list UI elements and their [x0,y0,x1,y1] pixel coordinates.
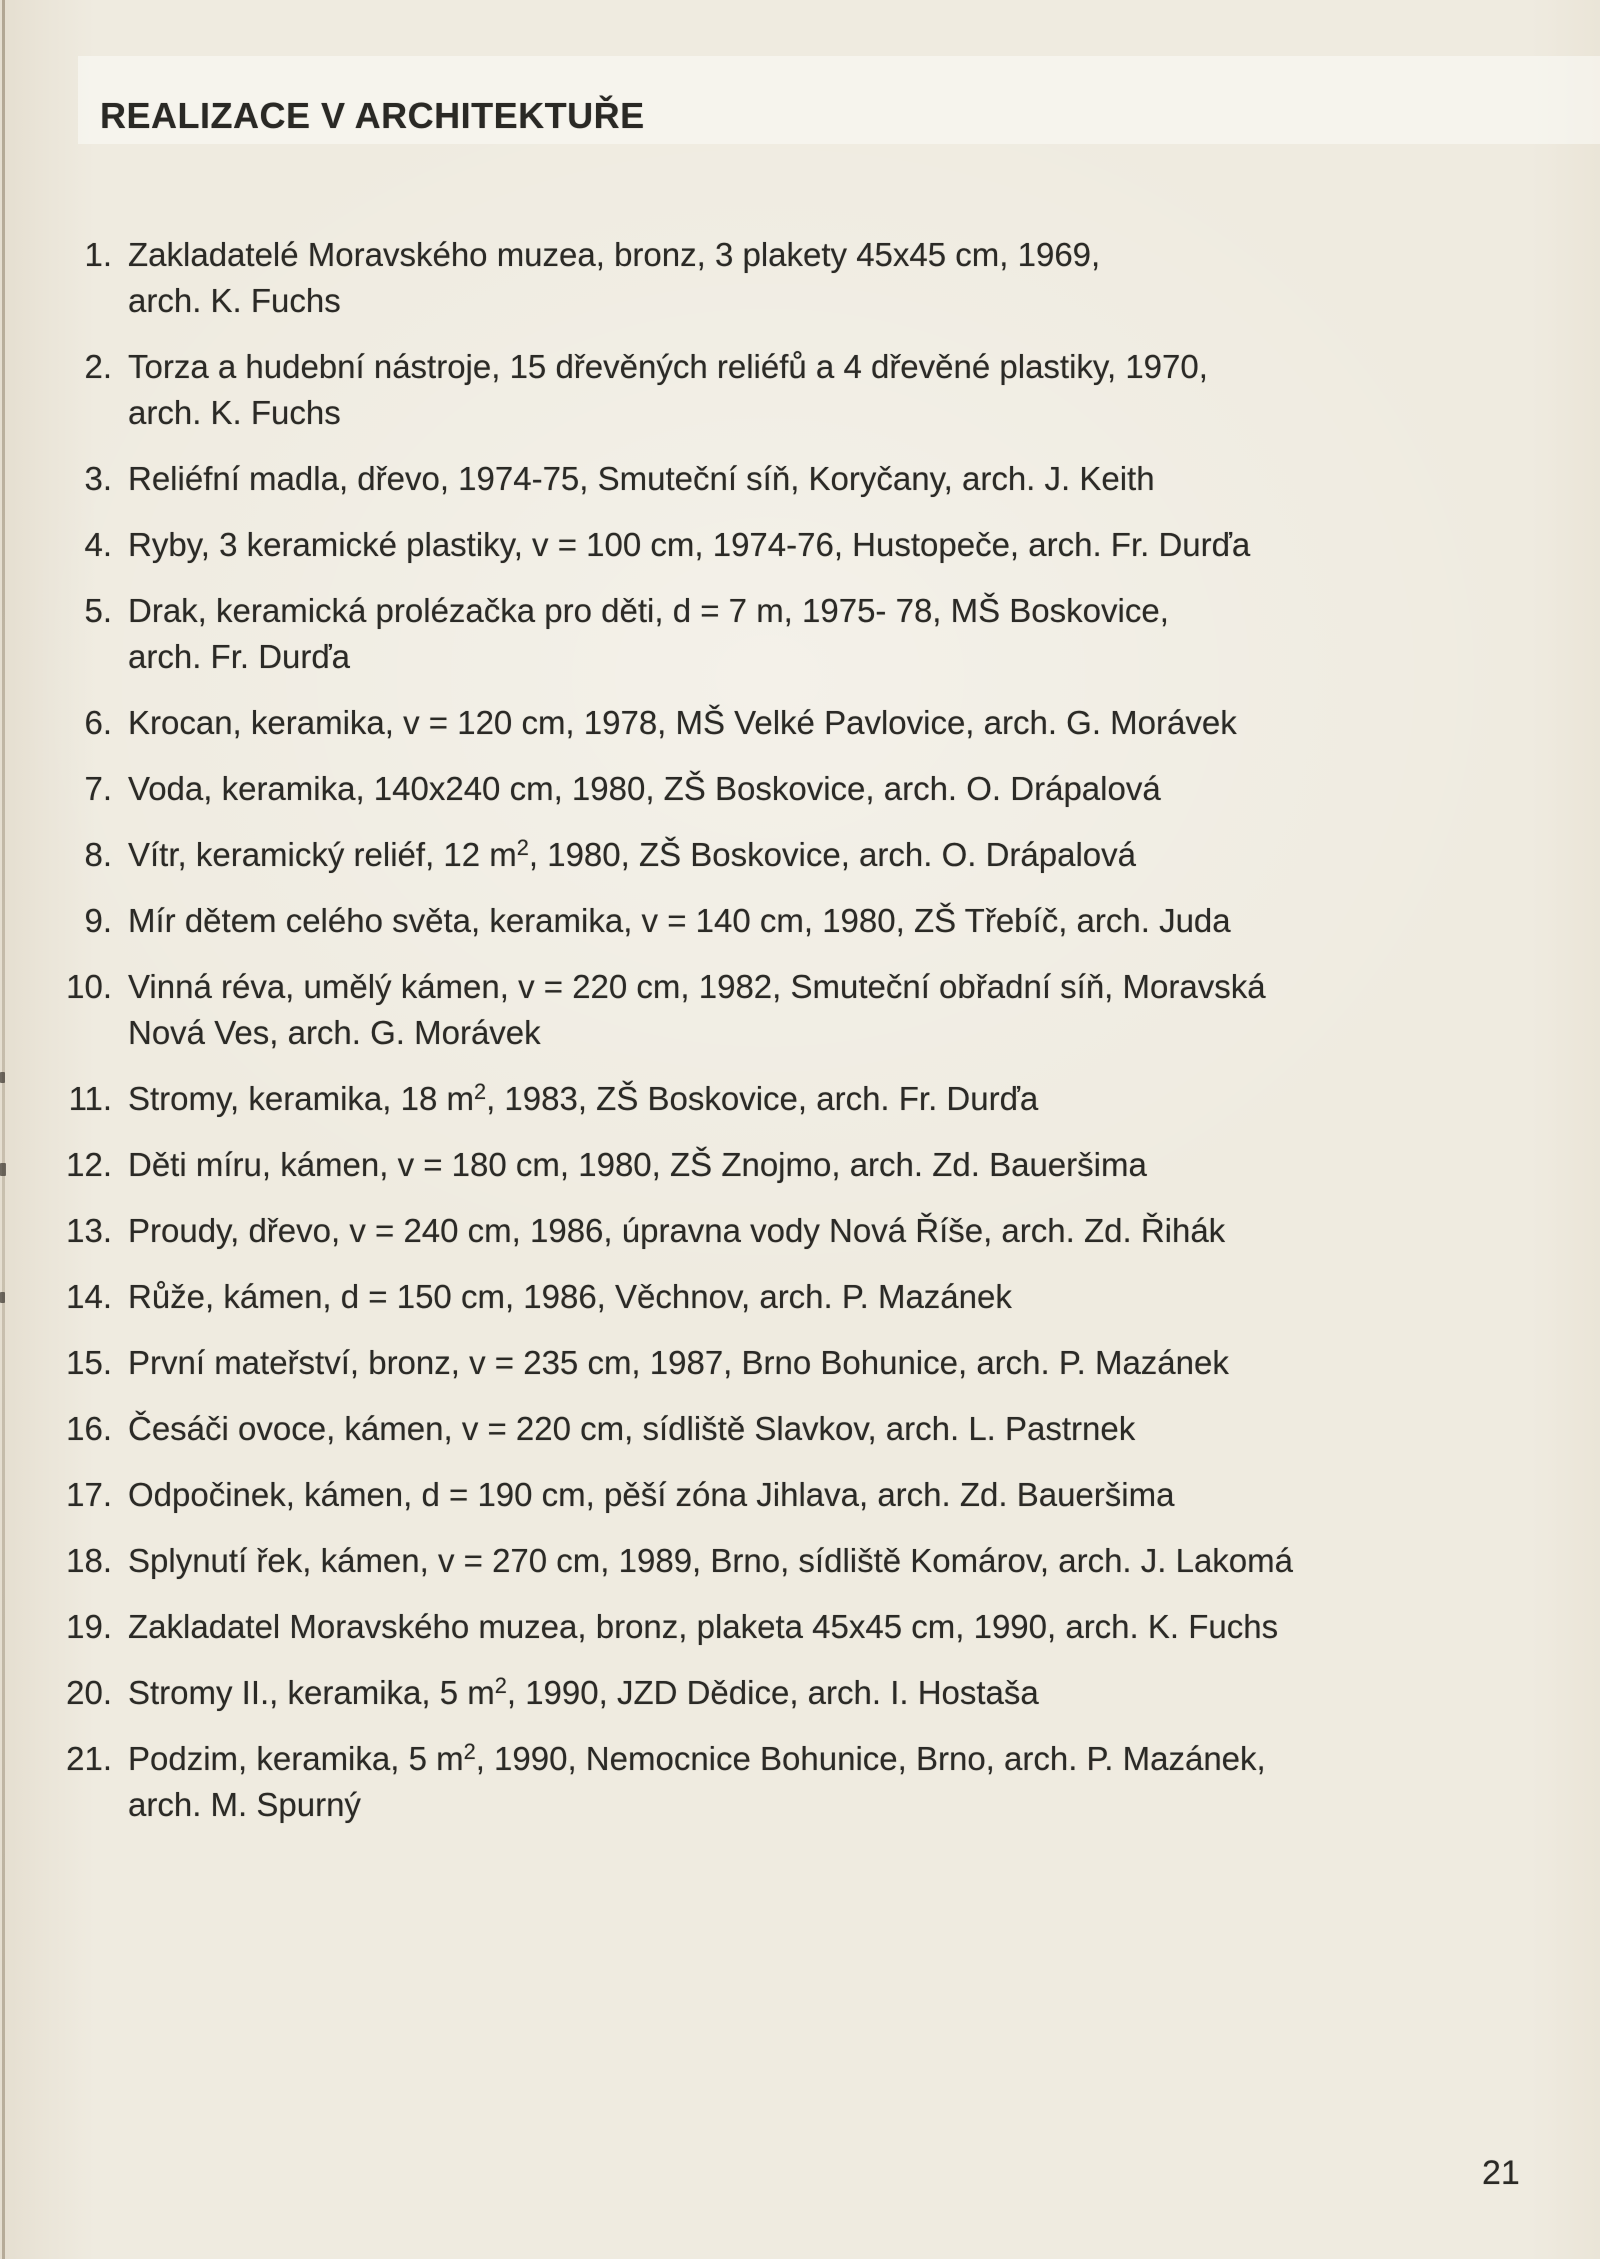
superscript: 2 [473,1079,487,1105]
list-item [60,1340,1560,1386]
item-line: Odpočinek, kámen, d = 190 cm, pěší zóna Jihlava, arch. Zd. Baueršima [128,1476,1175,1513]
list-item [60,1208,1560,1254]
list-item [60,1538,1560,1584]
item-line: Ryby, 3 keramické plastiky, v = 100 cm, 1974-76, Hustopeče, arch. Fr. Durďa [128,526,1251,563]
item-line: arch. Fr. Durďa [128,638,351,675]
item-line: Stromy, keramika, 18 $m^2$, 1983, ZŠ Boskovice, arch. Fr. Durďa [128,1079,1039,1117]
item-text [128,1142,1147,1188]
list-item [60,344,1560,436]
item-text [128,832,1136,878]
list-item [60,964,1560,1056]
item-text [128,700,1237,746]
list-item [60,1076,1560,1122]
list-item [60,898,1560,944]
item-line: Děti míru, kámen, v = 180 cm, 1980, ZŠ Znojmo, arch. Zd. Baueršima [128,1146,1147,1183]
item-text [128,1208,1225,1254]
item-number: 1. [84,236,112,273]
item-line: arch. K. Fuchs [128,282,341,319]
item-number: 15. [66,1344,112,1381]
list-item [60,1736,1560,1828]
item-number: 5. [84,592,112,629]
superscript: 2 [463,1739,476,1765]
item-line: Vinná réva, umělý kámen, v = 220 cm, 1982, Smuteční obřadní síň, Moravská [128,968,1266,1005]
item-number: 13. [66,1212,112,1249]
list-item [60,766,1560,812]
item-line: Drak, keramická prolézačka pro děti, d = 7 m, 1975- 78, MŠ Boskovice, [128,592,1169,629]
item-text [128,522,1250,568]
item-text [128,766,1161,812]
item-line: Mír dětem celého světa, keramika, v = 140 cm, 1980, ZŠ Třebíč, arch. Juda [128,902,1231,939]
item-number: 2. [84,348,112,385]
item-text [128,1670,1039,1716]
item-line: Stromy II., keramika, 5 $m^2$, 1990, JZD Dědice, arch. I. Hostaša [128,1673,1039,1711]
scan-speck [0,1072,5,1083]
list-item [60,522,1560,568]
page-title: REALIZACE V ARCHITEKTUŘE [100,95,645,136]
list-item [60,700,1560,746]
item-number: 7. [84,770,112,807]
superscript: 2 [494,1673,507,1699]
item-text [128,1340,1229,1386]
item-line: Torza a hudební nástroje, 15 dřevěných reliéfů a 4 dřevěné plastiky, 1970, [128,348,1208,385]
item-text [128,1274,1012,1320]
item-text [128,1604,1278,1650]
item-line: Nová Ves, arch. G. Morávek [128,1014,541,1051]
item-number: 12. [66,1146,112,1183]
item-text [128,1406,1135,1452]
item-text [128,964,1266,1056]
item-text [128,588,1169,680]
item-text [128,232,1100,324]
scan-speck [0,1292,5,1303]
item-line: Zakladatel Moravského muzea, bronz, plaketa 45x45 cm, 1990, arch. K. Fuchs [128,1608,1279,1645]
item-number: 19. [66,1608,112,1645]
list-item [60,1670,1560,1716]
item-text [128,1736,1266,1828]
scan-speck [0,1163,6,1176]
superscript: 2 [516,835,529,861]
item-number: 3. [84,460,112,497]
item-line: Růže, kámen, d = 150 cm, 1986, Věchnov, arch. P. Mazánek [128,1278,1012,1315]
item-line: První mateřství, bronz, v = 235 cm, 1987, Brno Bohunice, arch. P. Mazánek [128,1344,1229,1381]
realizations-list [60,232,1560,1848]
list-item [60,1604,1560,1650]
item-line: arch. M. Spurný [128,1786,361,1823]
item-number: 18. [66,1542,112,1579]
list-item [60,832,1560,878]
list-item [60,588,1560,680]
item-line: arch. K. Fuchs [128,394,341,431]
item-text [128,344,1208,436]
item-number: 17. [66,1476,112,1513]
item-line: Proudy, dřevo, v = 240 cm, 1986, úpravna vody Nová Říše, arch. Zd. Řihák [128,1212,1226,1249]
item-number: 11. [68,1080,112,1117]
item-text [128,1538,1293,1584]
item-number: 14. [66,1278,112,1315]
list-item [60,1406,1560,1452]
item-number: 20. [66,1674,112,1711]
item-line: Reliéfní madla, dřevo, 1974-75, Smuteční síň, Koryčany, arch. J. Keith [128,460,1155,497]
item-number: 6. [84,704,112,741]
item-number: 16. [66,1410,112,1447]
item-line: Podzim, keramika, 5 $m^2$, 1990, Nemocnice Bohunice, Brno, arch. P. Mazánek, [128,1739,1266,1777]
scan-edge-line [2,0,5,2259]
item-number: 21. [66,1740,112,1777]
item-line: Krocan, keramika, v = 120 cm, 1978, MŠ Velké Pavlovice, arch. G. Morávek [128,704,1237,741]
list-item [60,456,1560,502]
item-line: Česáči ovoce, kámen, v = 220 cm, sídliště Slavkov, arch. L. Pastrnek [128,1410,1136,1447]
item-number: 8. [84,836,112,873]
item-number: 4. [84,526,112,563]
item-number: 10. [66,968,112,1005]
item-line: Voda, keramika, 140x240 cm, 1980, ZŠ Boskovice, arch. O. Drápalová [128,770,1161,807]
item-line: Vítr, keramický reliéf, 12 $m^2$, 1980, ZŠ Boskovice, arch. O. Drápalová [128,835,1136,873]
list-item [60,1142,1560,1188]
item-number: 9. [84,902,112,939]
item-line: Splynutí řek, kámen, v = 270 cm, 1989, Brno, sídliště Komárov, arch. J. Lakomá [128,1542,1294,1579]
item-line: Zakladatelé Moravského muzea, bronz, 3 plakety 45x45 cm, 1969, [128,236,1101,273]
item-text [128,456,1155,502]
page-number: 21 [1482,2154,1520,2192]
list-item [60,1274,1560,1320]
item-text [128,898,1231,944]
item-text [128,1076,1038,1122]
list-item [60,232,1560,324]
list-item [60,1472,1560,1518]
item-text [128,1472,1174,1518]
